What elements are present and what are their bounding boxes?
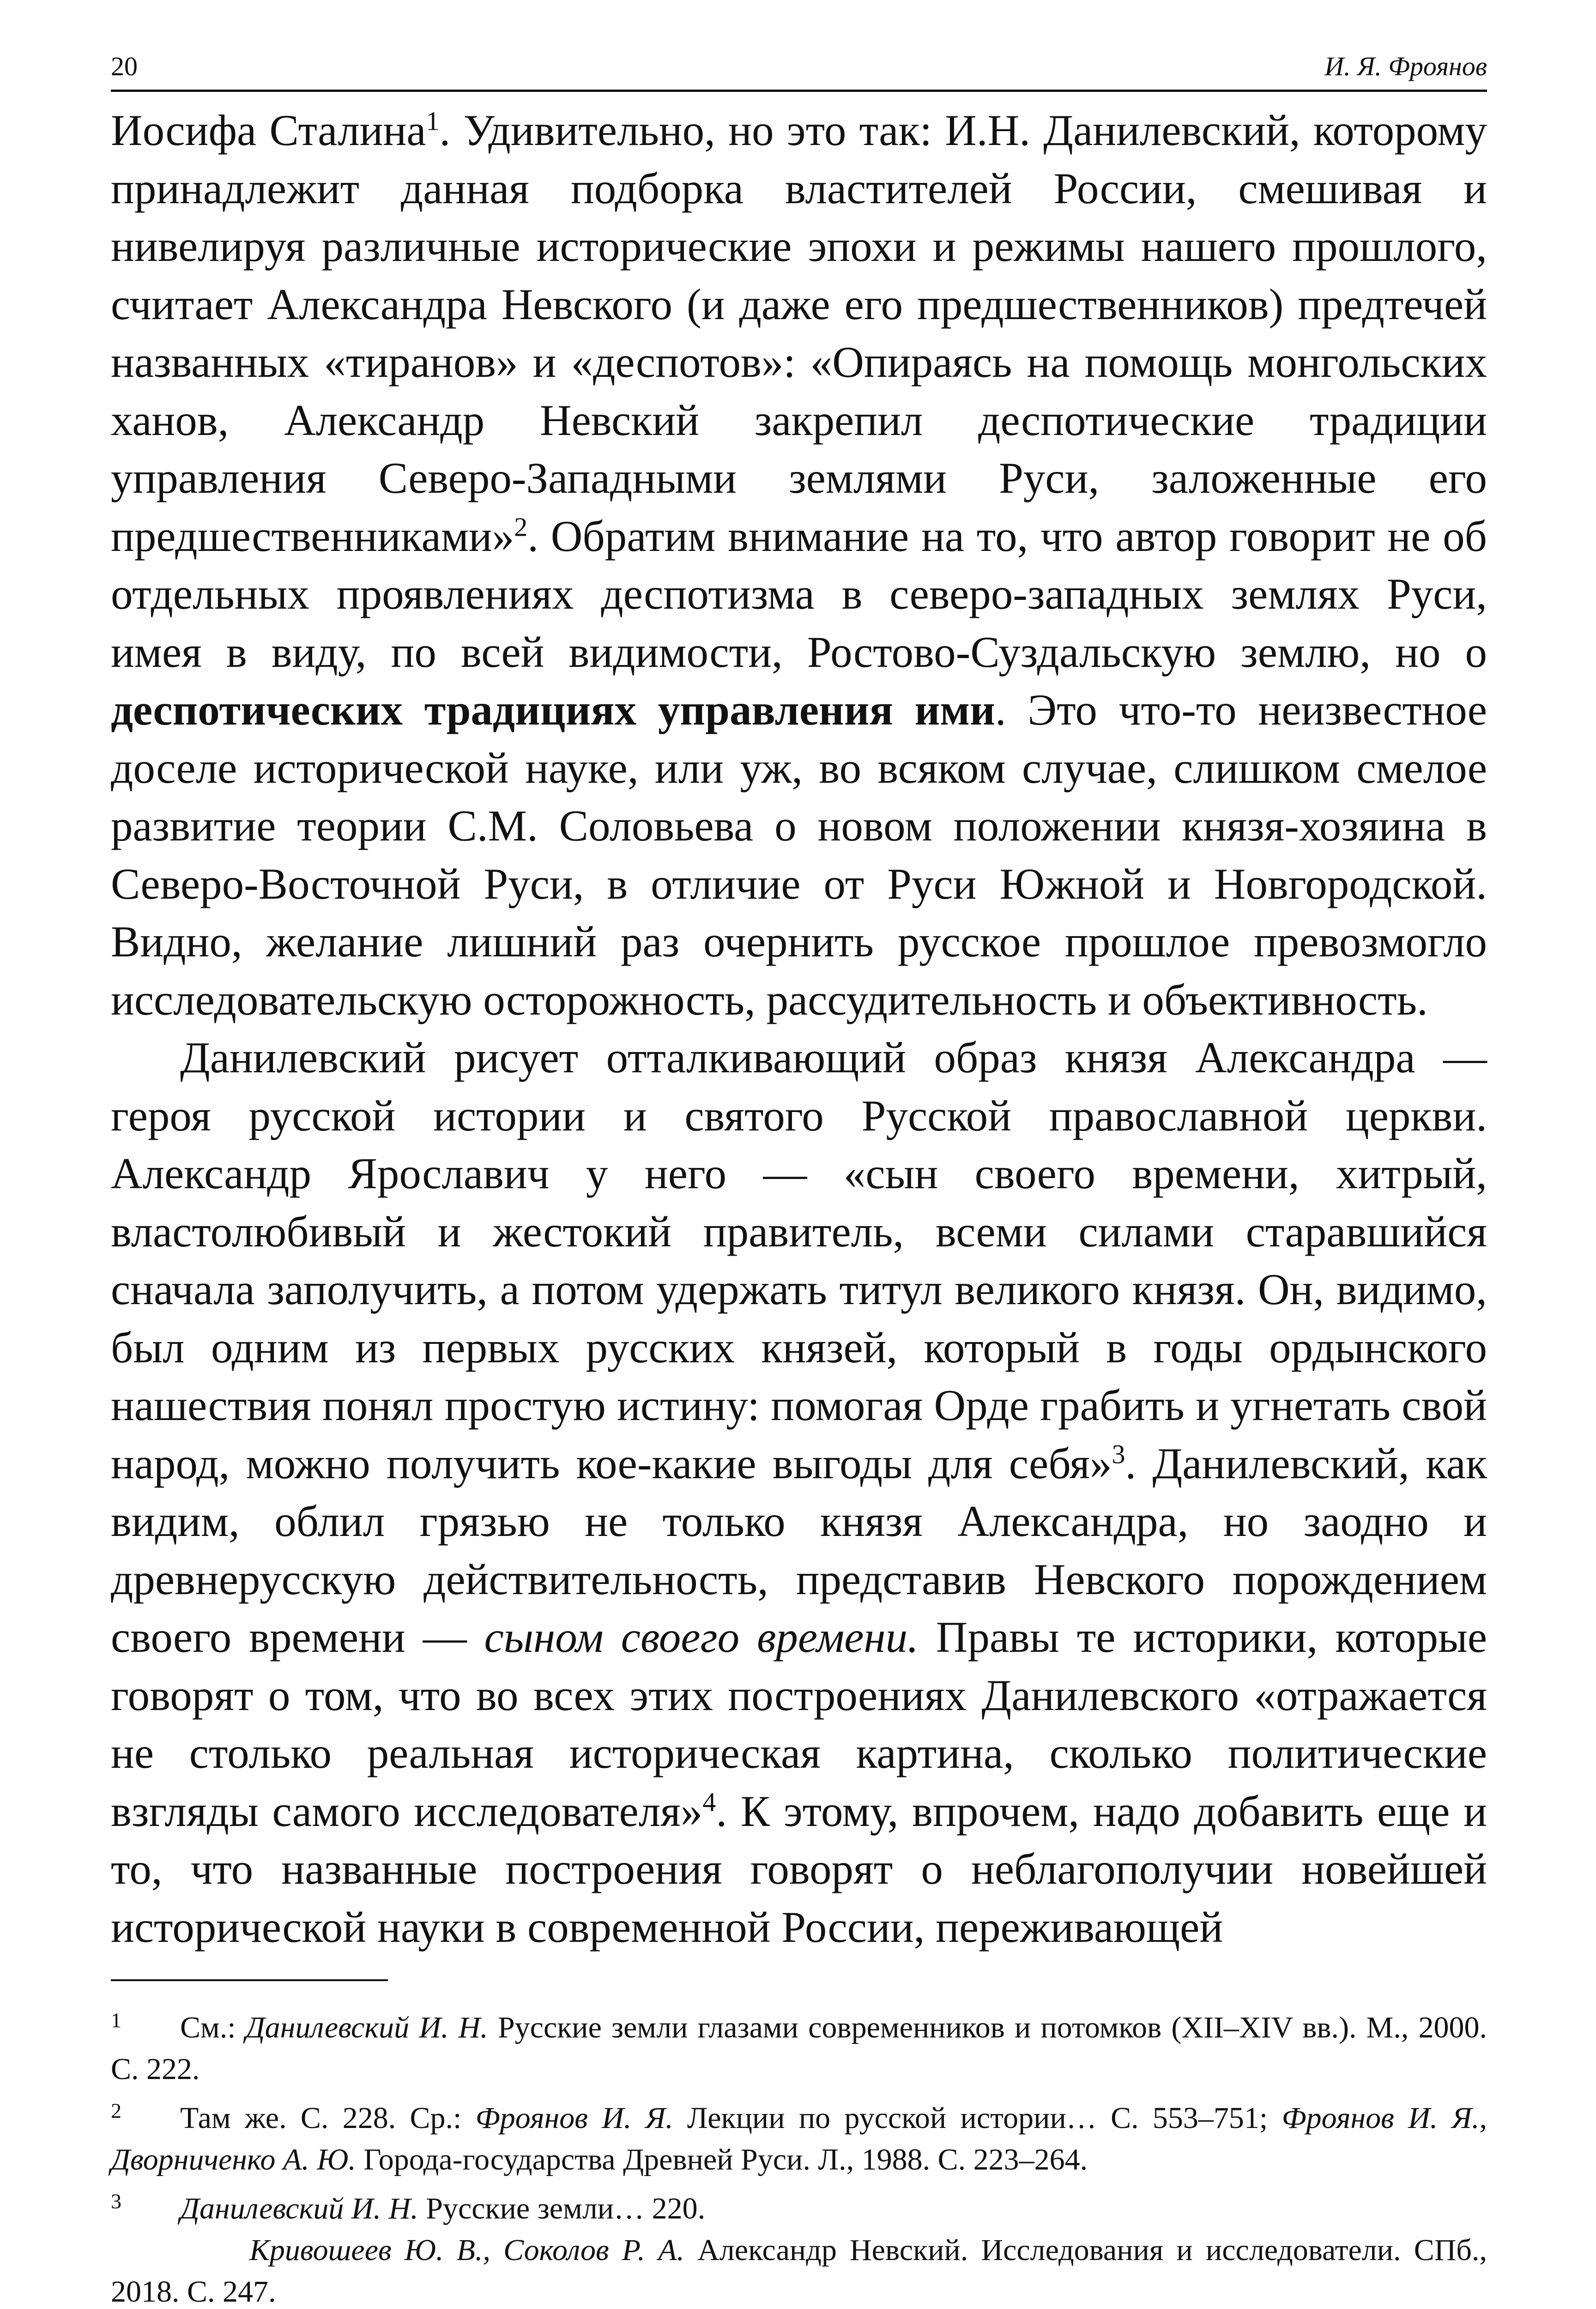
header-rule	[111, 90, 1487, 92]
paragraph-2	[111, 1029, 1487, 1956]
footnote-3-author: Данилевский И. Н.	[180, 2192, 418, 2225]
footnote-1-text-2: Русские земли глазами современников и потомков (XII–XIV вв.). М., 2000. С. 222.	[111, 2011, 1487, 2086]
footnote-3	[111, 2181, 1487, 2230]
footnote-1-number: 1	[111, 2008, 121, 2032]
footnote-2-author-1: Фроянов И. Я.	[475, 2101, 673, 2135]
footnote-2-text-3: Города-государства Древней Руси. Л., 1988. С. 223–264.	[356, 2143, 1088, 2176]
paragraph-2-text-4: . К этому, впрочем, надо добавить еще и то, что названные построения говорят о неблагополучии новейшей исторической науки в современной России, переживающей	[111, 1786, 1487, 1952]
running-head-author: И. Я. Фроянов	[1324, 51, 1487, 81]
paragraph-1-text-2: . Удивительно, но это так: И.Н. Данилевский, которому принадлежит данная подборка властителей России, смешивая и нивелируя различные исторические эпохи и режимы нашего прошлого, считает Александра Невского (и даже его предшественников) предтечей названных «тиранов» и «деспотов»: «Опираясь на помощь монгольских ханов, Александр Невский закрепил деспотические традиции управления Северо-Западными землями Руси, заложенные его предшественниками»	[111, 106, 1487, 561]
footnote-ref-3: 3	[1112, 1439, 1125, 1469]
footnote-3-text-1: Русские земли… 220.	[418, 2192, 706, 2225]
footnote-1	[111, 2000, 1487, 2090]
footnote-4-authors: Кривошеев Ю. В., Соколов Р. А.	[249, 2233, 685, 2267]
footnote-3-number: 3	[111, 2189, 121, 2213]
footnotes	[111, 2000, 1487, 2309]
footnote-1-author: Данилевский И. Н.	[245, 2011, 488, 2044]
footnote-2-author-2: Фроянов И. Я., Дворниченко А. Ю.	[111, 2101, 1487, 2176]
paragraph-2-text-3: Правы те историки, которые говорят о том, что во всех этих построениях Данилевского «отражается не столько реальная историческая картина, сколько политические взгляды самого исследователя»	[111, 1613, 1487, 1836]
footnote-2-number: 2	[111, 2099, 121, 2122]
footnote-1-text-1: См.:	[180, 2011, 246, 2044]
footnote-ref-2: 2	[514, 511, 528, 542]
running-head	[111, 42, 1487, 92]
paragraph-1-text-3: . Обратим внимание на то, что автор говорит не об отдельных проявлениях деспотизма в северо-западных землях Руси, имея в виду, по всей видимости, Ростово-Суздальскую землю, но о	[111, 511, 1487, 677]
paragraph-1	[111, 102, 1487, 1029]
footnote-ref-4: 4	[702, 1786, 716, 1817]
paragraph-2-text-2: . Данилевский, как видим, облил грязью не только князя Александра, но заодно и древнерусскую действительность, представив Невского порождением своего времени —	[111, 1439, 1487, 1662]
footnote-4	[111, 2230, 1487, 2309]
paragraph-1-text-1: Иосифа Сталина	[111, 106, 426, 155]
footnote-ref-1: 1	[426, 106, 440, 136]
paragraph-1-bold-phrase: деспотических традициях управления ими	[111, 685, 995, 734]
paragraph-1-text-4: . Это что-то неизвестное доселе исторической науке, или уж, во всяком случае, слишком смелое развитие теории С.М. Соловьева о новом положении князя-хозяина в Северо-Восточной Руси, в отличие от Руси Южной и Новгородской. Видно, желание лишний раз очернить русское прошлое превозмогло исследовательскую осторожность, рассудительность и объективность.	[111, 685, 1487, 1024]
paragraph-2-text-1: Данилевский рисует отталкивающий образ князя Александра — героя русской истории и святого Русской православной церкви. Александр Ярославич у него — «сын своего времени, хитрый, властолюбивый и жестокий правитель, всеми силами старавшийся сначала заполучить, а потом удержать титул великого князя. Он, видимо, был одним из первых русских князей, который в годы ордынского нашествия понял простую истину: помогая Орде грабить и угнетать свой народ, можно получить кое-какие выгоды для себя»	[111, 1033, 1487, 1488]
footnote-2-text-2: Лекции по русской истории… С. 553–751;	[673, 2101, 1282, 2135]
footnote-2	[111, 2090, 1487, 2181]
footnote-separator	[111, 1979, 388, 1981]
body-text	[111, 102, 1487, 1956]
book-page	[111, 42, 1487, 2309]
footnote-4-text-1: Александр Невский. Исследования и исследователи. СПб., 2018. С. 247.	[111, 2233, 1487, 2309]
paragraph-2-italic-phrase: сыном своего времени.	[484, 1613, 919, 1662]
page-number: 20	[111, 51, 138, 81]
footnote-2-text-1: Там же. С. 228. Ср.:	[180, 2101, 476, 2135]
